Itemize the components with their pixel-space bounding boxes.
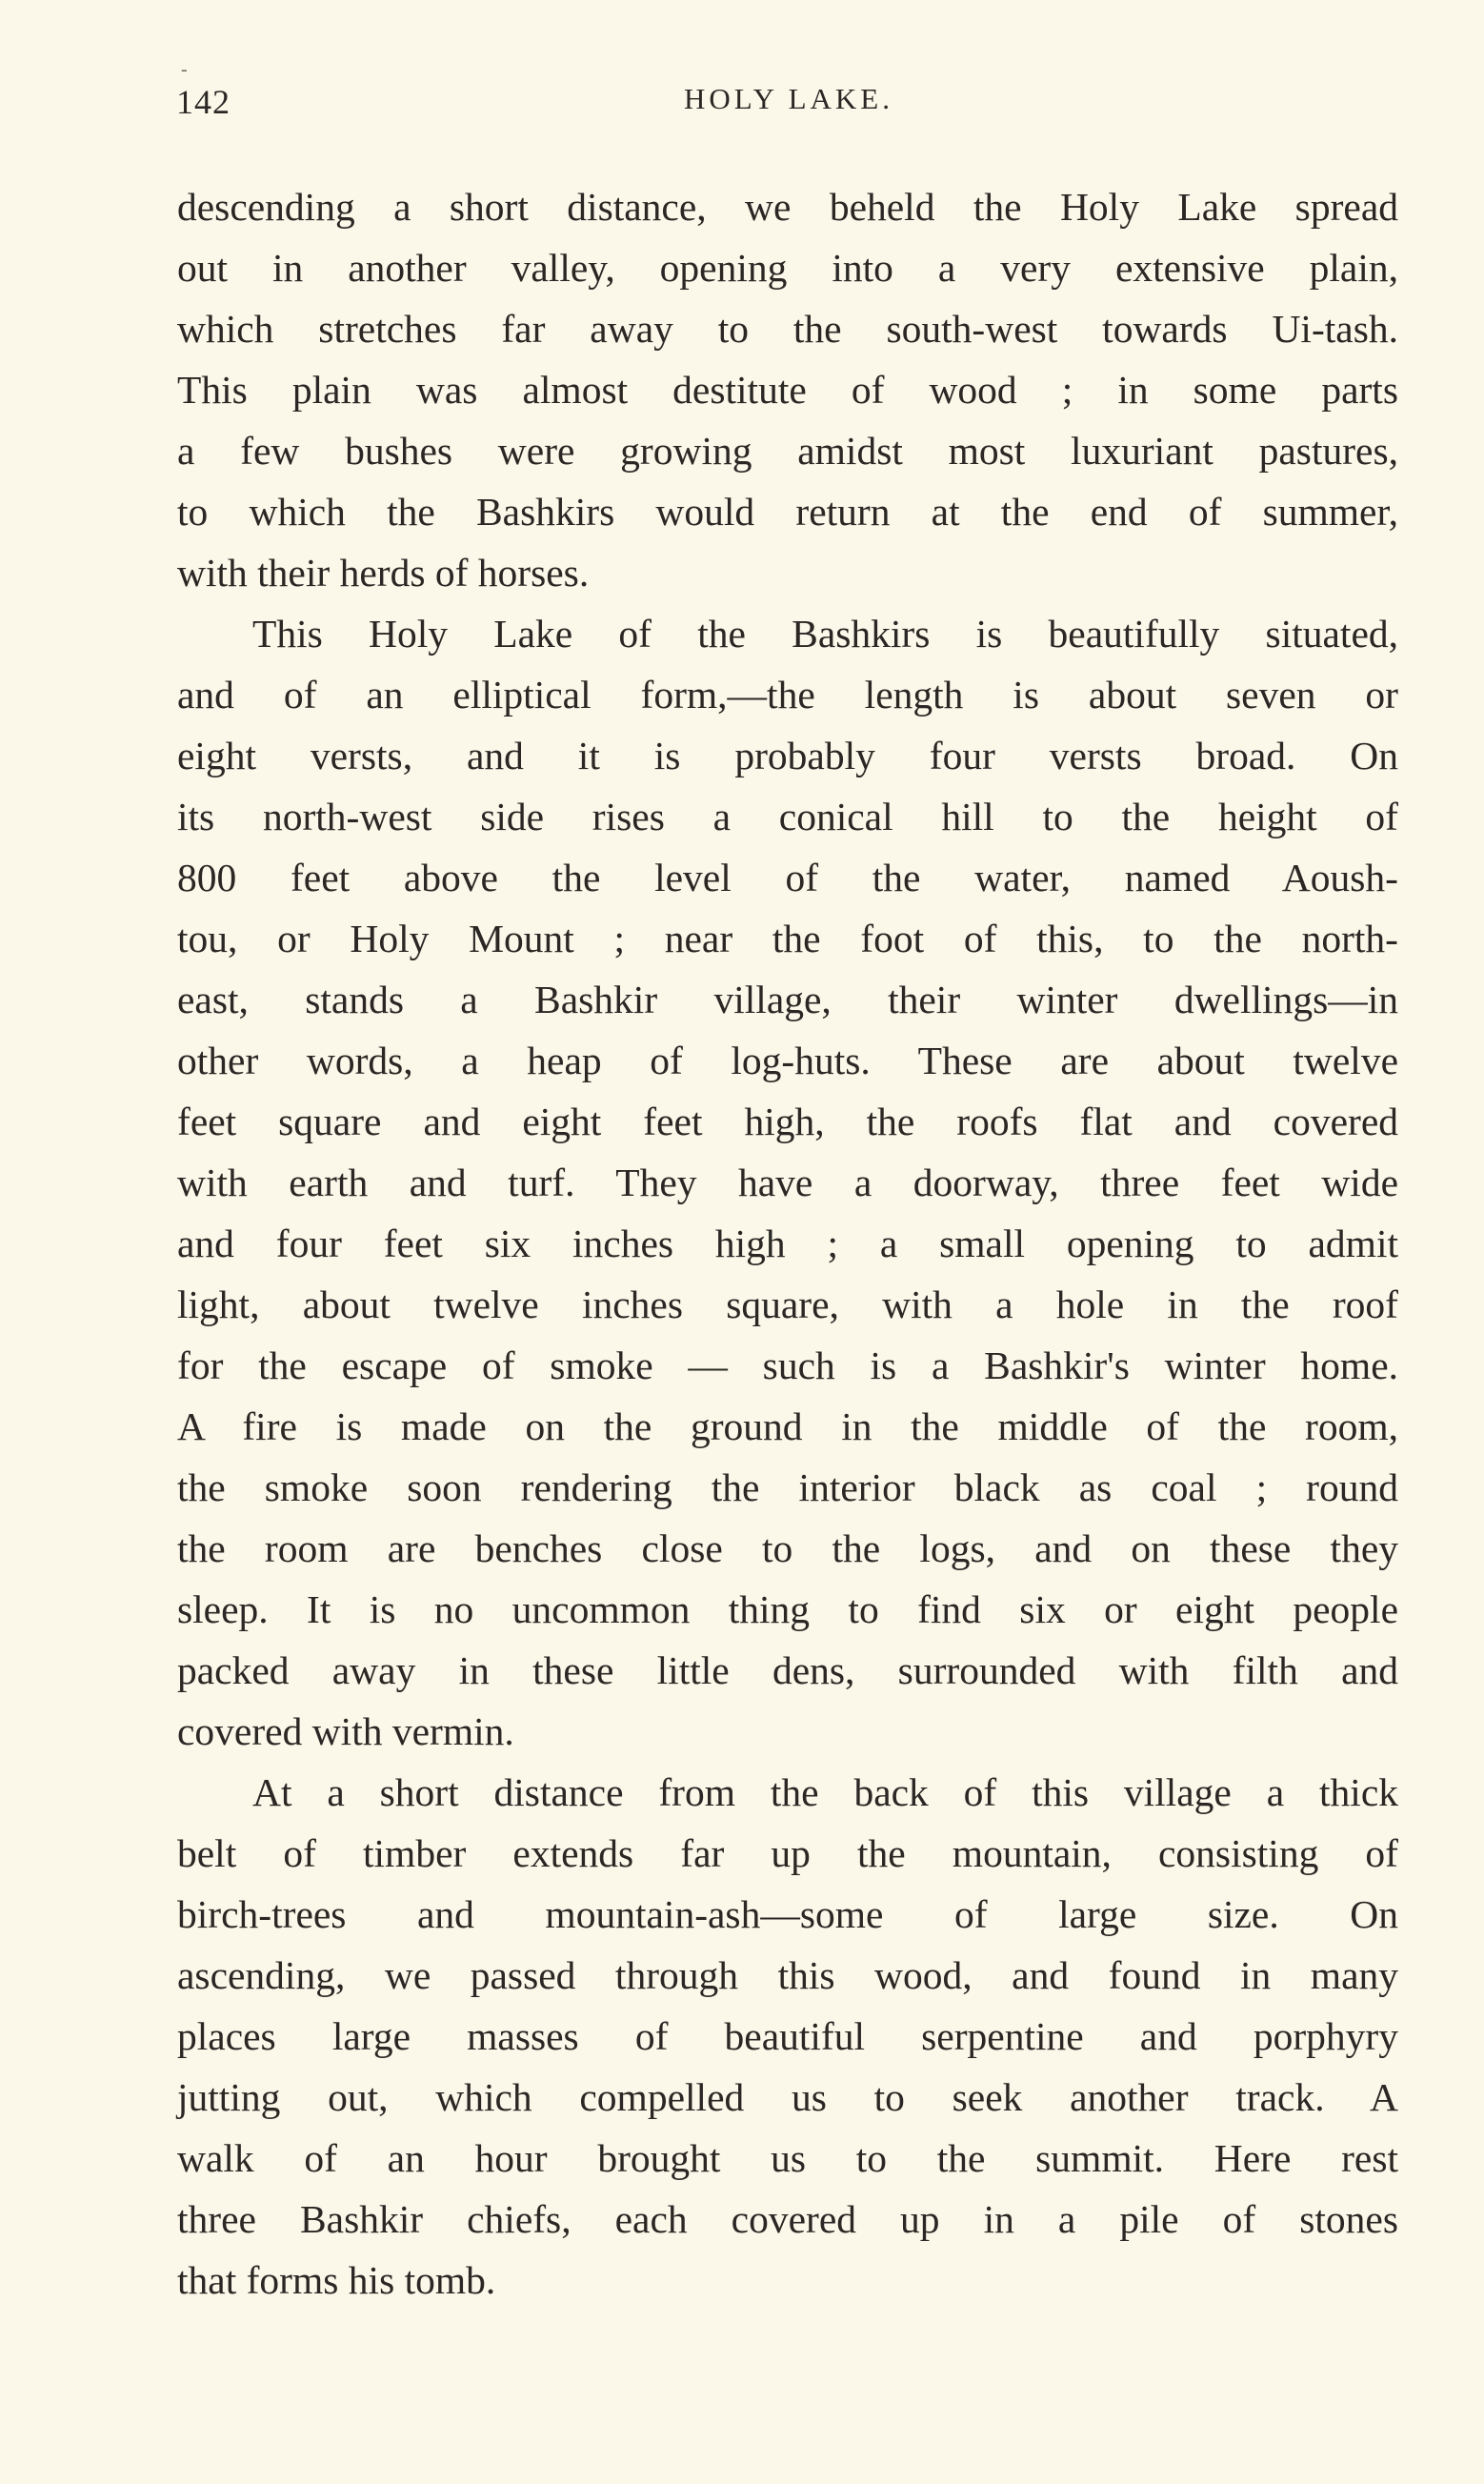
text-line: with earth and turf. They have a doorway, three feet wide [177, 1161, 1398, 1204]
text-line: jutting out, which compelled us to seek another track. A [177, 2075, 1398, 2119]
text-line: with their herds of horses. [177, 551, 590, 595]
text-line: A fire is made on the ground in the middle of the room, [177, 1404, 1398, 1448]
text-line: the room are benches close to the logs, and on these they [177, 1526, 1398, 1570]
text-line: packed away in these little dens, surrounded with filth and [177, 1648, 1398, 1692]
text-line: descending a short distance, we beheld the Holy Lake spread [177, 185, 1398, 229]
text-line: covered with vermin. [177, 1709, 514, 1753]
text-line: which stretches far away to the south-west towards Ui-tash. [177, 307, 1398, 351]
paragraph [177, 603, 1398, 1762]
text-line: sleep. It is no uncommon thing to find six or eight people [177, 1587, 1398, 1631]
print-mark: - [181, 59, 188, 80]
text-line: 800 feet above the level of the water, named Aoush- [177, 856, 1398, 899]
text-line: eight versts, and it is probably four versts broad. On [177, 734, 1398, 778]
text-line: that forms his tomb. [177, 2258, 496, 2302]
text-line: a few bushes were growing amidst most luxuriant pastures, [177, 429, 1398, 473]
text-line: out in another valley, opening into a very extensive plain, [177, 246, 1398, 290]
text-line: the smoke soon rendering the interior black as coal ; round [177, 1465, 1398, 1509]
paragraph [177, 1762, 1398, 2311]
text-line: birch-trees and mountain-ash—some of large size. On [177, 1892, 1398, 1936]
text-line: This plain was almost destitute of wood ; in some parts [177, 368, 1398, 412]
text-line: east, stands a Bashkir village, their winter dwellings—in [177, 978, 1398, 1021]
text-line: feet square and eight feet high, the roofs flat and covered [177, 1100, 1398, 1143]
paragraph [177, 176, 1398, 603]
text-line: to which the Bashkirs would return at the end of summer, [177, 490, 1398, 534]
text-line: ascending, we passed through this wood, and found in many [177, 1953, 1398, 1997]
text-line: At a short distance from the back of this village a thick [252, 1770, 1398, 1814]
running-title: HOLY LAKE. [684, 82, 893, 115]
text-line: and of an elliptical form,—the length is about seven or [177, 673, 1398, 717]
text-line: and four feet six inches high ; a small opening to admit [177, 1222, 1398, 1265]
body-text [177, 176, 1398, 2311]
text-line: walk of an hour brought us to the summit. Here rest [177, 2136, 1398, 2180]
page-header [176, 82, 1401, 120]
text-line: belt of timber extends far up the mountain, consisting of [177, 1831, 1398, 1875]
text-line: three Bashkir chiefs, each covered up in a pile of stones [177, 2197, 1398, 2241]
page-number: 142 [176, 83, 231, 121]
text-line: light, about twelve inches square, with a hole in the roof [177, 1282, 1398, 1326]
text-line: for the escape of smoke — such is a Bashkir's winter home. [177, 1343, 1398, 1387]
text-line: places large masses of beautiful serpentine and porphyry [177, 2014, 1398, 2058]
text-line: This Holy Lake of the Bashkirs is beautifully situated, [252, 612, 1398, 656]
text-line: other words, a heap of log-huts. These are about twelve [177, 1039, 1398, 1082]
text-line: its north-west side rises a conical hill to the height of [177, 795, 1398, 838]
text-line: tou, or Holy Mount ; near the foot of this, to the north- [177, 917, 1398, 960]
